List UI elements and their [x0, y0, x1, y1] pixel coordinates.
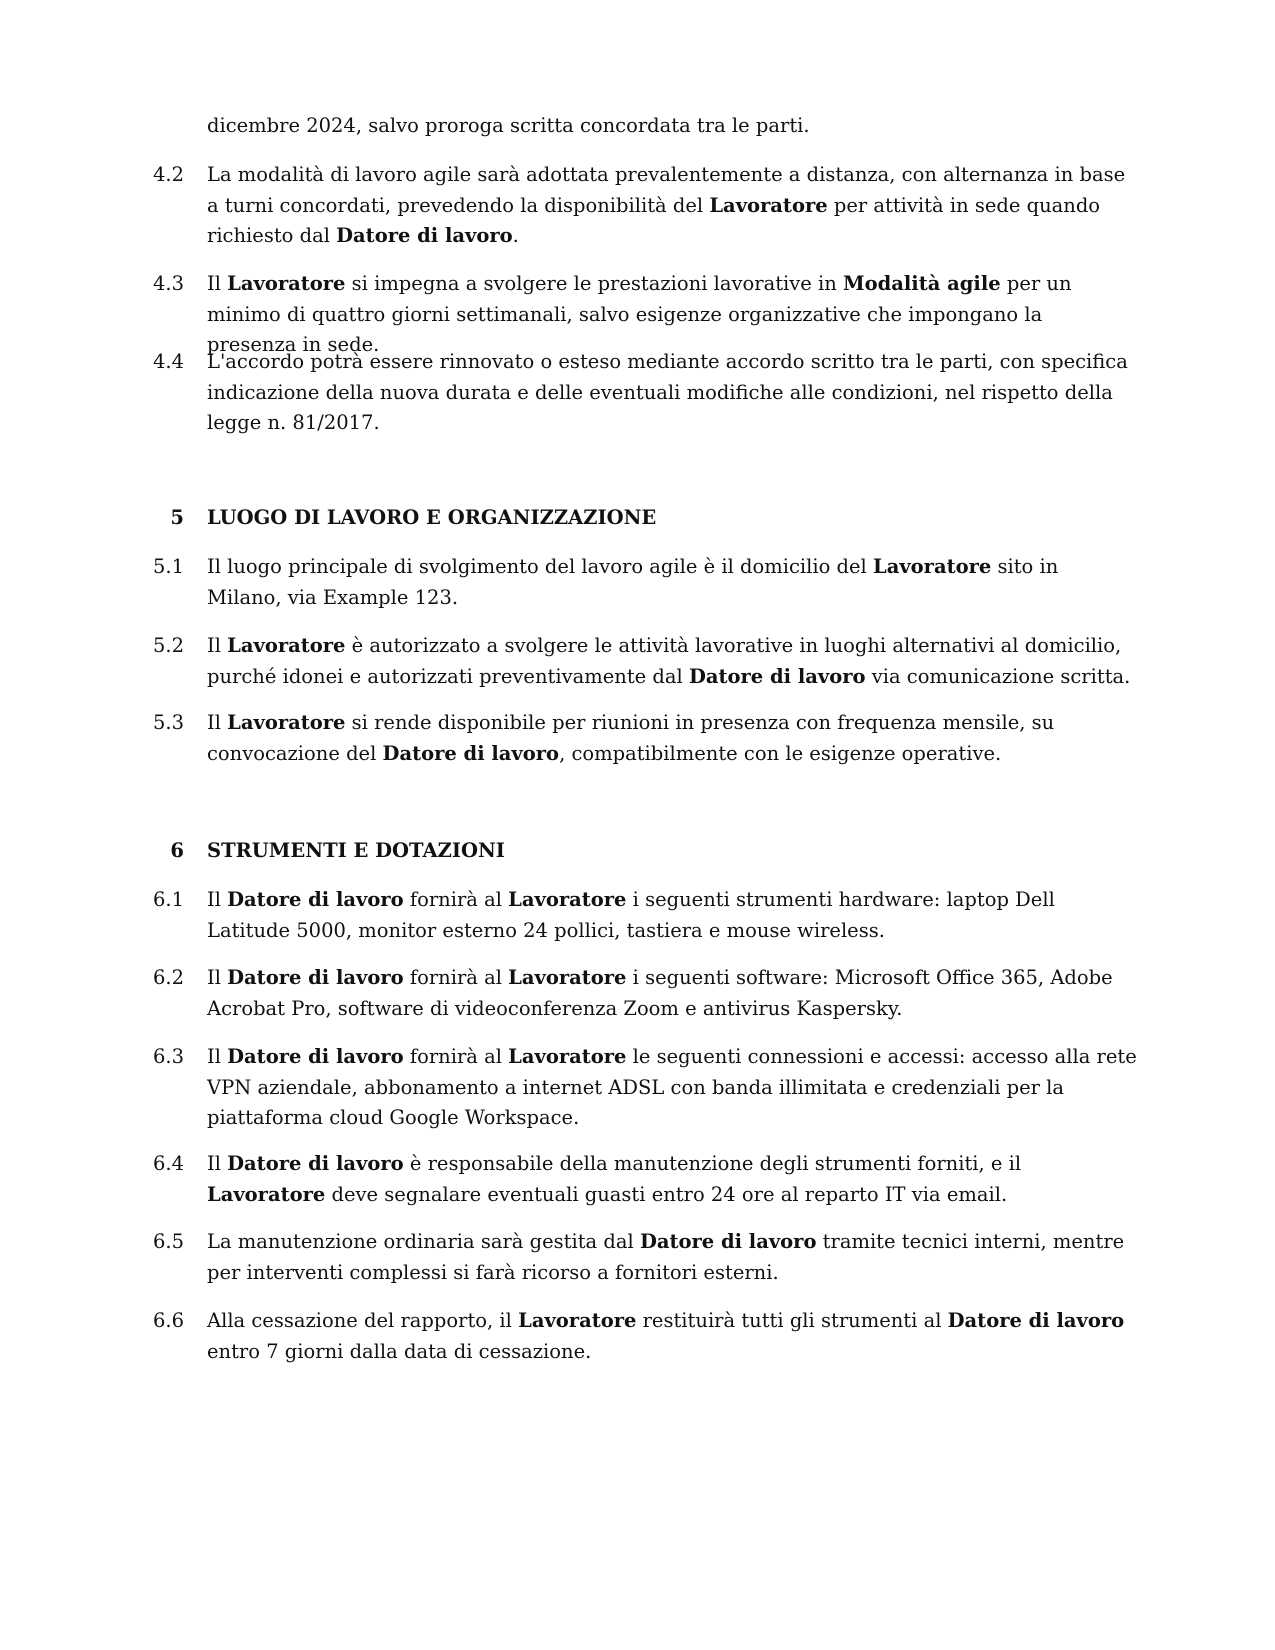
clause-text-segment: Il luogo principale di svolgimento del lavoro agile è il domicilio del — [207, 555, 873, 578]
defined-term: Lavoratore — [227, 272, 346, 295]
clause-text-segment: Il — [207, 272, 228, 295]
clause-text-segment: La manutenzione ordinaria sarà gestita dal — [207, 1230, 640, 1253]
defined-term: Lavoratore — [207, 1182, 326, 1206]
section-number: 5 — [170, 506, 184, 529]
clause-text-segment: L'accordo potrà essere rinnovato o esteso mediante accordo scritto tra le parti, con specifica indicazione della nuova durata e delle eventuali modifiche alle condizioni, nel rispetto della legge n. 81/2017. — [207, 350, 1128, 434]
clause-text — [207, 160, 1137, 252]
clause-text-segment: via comunicazione scritta. — [865, 664, 1131, 688]
defined-term: Datore di lavoro — [336, 224, 513, 247]
defined-term: Lavoratore — [872, 555, 992, 578]
clause-text — [207, 631, 1137, 692]
defined-term: Datore di lavoro — [227, 1152, 404, 1175]
section-title: STRUMENTI E DOTAZIONI — [207, 839, 505, 862]
defined-term: Lavoratore — [508, 966, 627, 989]
defined-term: Datore di lavoro — [382, 741, 560, 765]
section-number: 6 — [170, 839, 184, 862]
clause-text — [207, 963, 1137, 1024]
clause-text-segment: si rende disponibile per riunioni in presenza con frequenza mensile, su convocazione del — [207, 711, 1055, 765]
clause-number: 6.1 — [153, 888, 185, 911]
clause-text — [207, 1149, 1137, 1210]
continuation-text: dicembre 2024, salvo proroga scritta concordata tra le parti. — [207, 114, 810, 137]
defined-term: Datore di lavoro — [227, 1045, 404, 1068]
clause-number: 4.3 — [153, 272, 185, 295]
clause-text-segment: Alla cessazione del rapporto, il — [207, 1309, 519, 1332]
clause-text-segment: Il — [207, 711, 228, 734]
clause-text-segment: per un minimo di quattro giorni settimanali, salvo esigenze organizzative che impongano la presenza in sede. — [207, 272, 1072, 356]
clause-text — [207, 347, 1137, 439]
clause-number: 6.3 — [153, 1045, 185, 1068]
clause-number: 6.2 — [153, 966, 185, 989]
defined-term: Lavoratore — [518, 1309, 637, 1332]
clause-text-segment: è responsabile della manutenzione degli strumenti forniti, e il — [403, 1152, 1022, 1175]
clause-number: 4.2 — [153, 163, 185, 186]
defined-term: Datore di lavoro — [639, 1230, 817, 1253]
clause-number: 6.6 — [153, 1309, 185, 1332]
clause-text-segment: i seguenti strumenti hardware: laptop Dell Latitude 5000, monitor esterno 24 pollici, tastiera e mouse wireless. — [207, 888, 1055, 942]
clause-text-segment: fornirà al — [403, 966, 509, 989]
clause-text-segment: si impegna a svolgere le prestazioni lavorative in — [345, 272, 844, 295]
defined-term: Datore di lavoro — [227, 966, 404, 989]
clause-text — [207, 708, 1137, 769]
defined-term: Datore di lavoro — [227, 888, 404, 911]
clause-text-segment: Il — [207, 966, 228, 989]
defined-term: Modalità agile — [843, 272, 1001, 295]
clause-text-segment: le seguenti connessioni e accessi: accesso alla rete VPN aziendale, abbonamento a internet ADSL con banda illimitata e credenziali per la piattaforma cloud Google Workspace. — [207, 1045, 1137, 1129]
clause-number: 6.4 — [153, 1152, 185, 1175]
clause-text-segment: Il — [207, 1152, 228, 1175]
clause-number: 6.5 — [153, 1230, 185, 1253]
clause-text-segment: fornirà al — [403, 1045, 509, 1068]
clause-text — [207, 1306, 1137, 1367]
defined-term: Lavoratore — [227, 634, 346, 657]
defined-term: Lavoratore — [508, 1045, 627, 1068]
clause-text-segment: fornirà al — [403, 888, 509, 911]
defined-term: Lavoratore — [709, 193, 828, 217]
clause-text-segment: entro 7 giorni dalla data di cessazione. — [207, 1339, 592, 1363]
clause-number: 5.1 — [153, 555, 185, 578]
clause-text-segment: tramite tecnici interni, mentre per interventi complessi si farà ricorso a fornitori esterni. — [207, 1230, 1125, 1284]
clause-number: 5.3 — [153, 711, 185, 734]
clause-text-segment: La modalità di lavoro agile sarà adottata prevalentemente a distanza, con alternanza in base a turni concordati, prevedendo la disponibilità del — [207, 163, 1126, 217]
clause-text — [207, 1042, 1137, 1134]
clause-text-segment: Il — [207, 634, 228, 657]
clause-number: 5.2 — [153, 634, 185, 657]
clause-text-segment: restituirà tutti gli strumenti al — [636, 1309, 948, 1332]
clause-text-segment: Il — [207, 888, 228, 911]
clause-text-segment: . — [512, 224, 519, 247]
defined-term: Lavoratore — [227, 711, 346, 734]
clause-text-segment: deve segnalare eventuali guasti entro 24 ore al reparto IT via email. — [325, 1182, 1008, 1206]
clause-text-segment: è autorizzato a svolgere le attività lavorative in luoghi alternativi al domicilio, purché idonei e autorizzati preventivamente dal — [207, 634, 1122, 688]
clause-text-segment: , compatibilmente con le esigenze operative. — [559, 741, 1002, 765]
section-title: LUOGO DI LAVORO E ORGANIZZAZIONE — [207, 506, 657, 529]
defined-term: Datore di lavoro — [947, 1309, 1125, 1332]
clause-text — [207, 1227, 1137, 1288]
clause-text-segment: i seguenti software: Microsoft Office 365, Adobe Acrobat Pro, software di videoconferenza Zoom e antivirus Kaspersky. — [207, 966, 1113, 1020]
clause-text — [207, 885, 1137, 946]
clause-number: 4.4 — [153, 350, 185, 373]
defined-term: Datore di lavoro — [688, 664, 866, 688]
clause-text-segment: per attività in sede quando richiesto dal — [207, 193, 1101, 247]
clause-text-segment: Il — [207, 1045, 228, 1068]
defined-term: Lavoratore — [508, 888, 627, 911]
clause-text — [207, 552, 1137, 613]
clause-text-segment: sito in Milano, via Example 123. — [207, 555, 1059, 609]
